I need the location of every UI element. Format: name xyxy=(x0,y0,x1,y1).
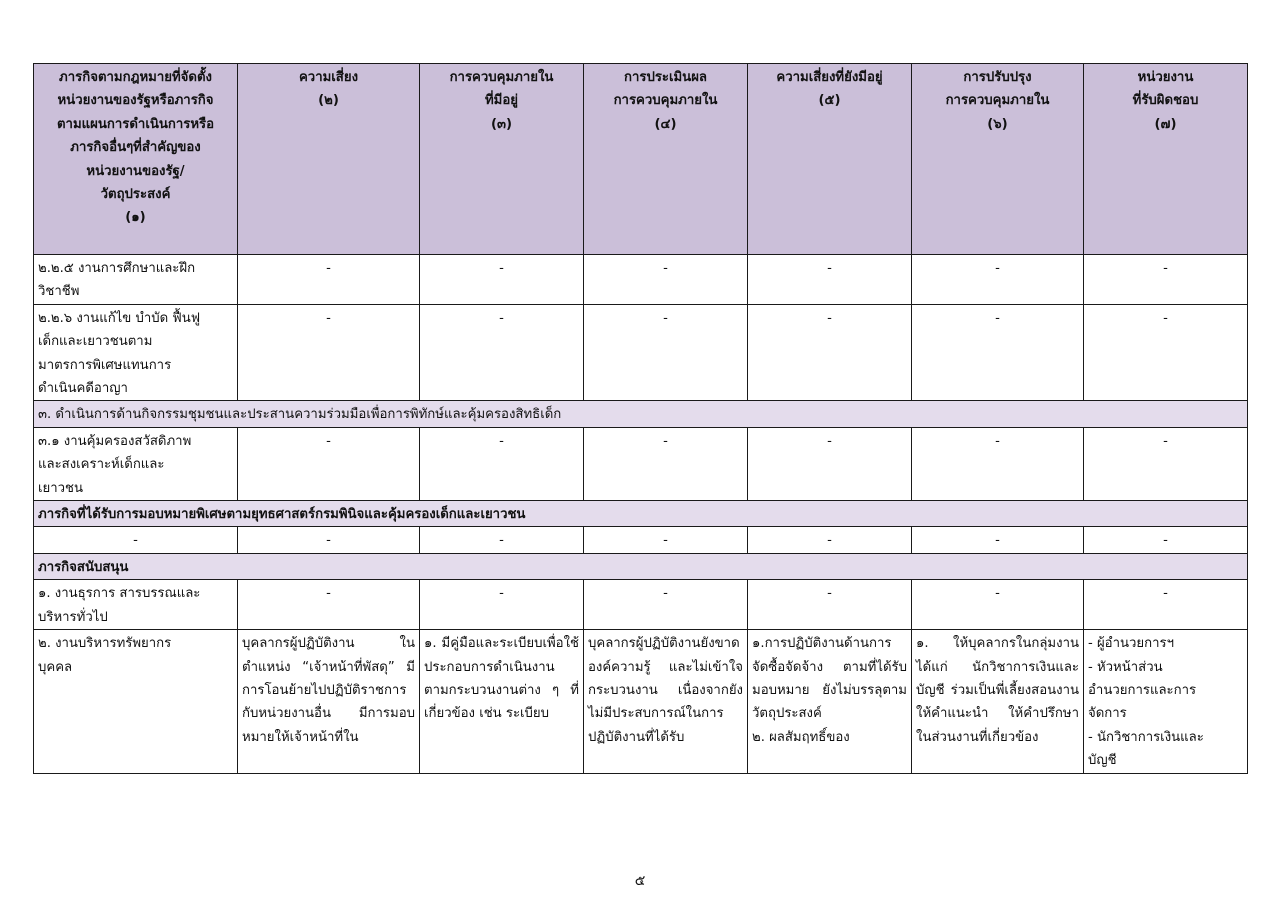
table-cell: - xyxy=(1084,580,1248,630)
table-cell: - xyxy=(912,427,1084,500)
table-cell: - xyxy=(748,255,912,305)
table-cell-responsible-unit: - ผู้อำนวยการฯ - หัวหน้าส่วน อำนวยการและการ จัดการ - นักวิชาการเงินและ บัญชี xyxy=(1084,630,1248,773)
row-label: ๑. งานธุรการ สารบรรณและ บริหารทั่วไป xyxy=(34,580,238,630)
table-cell: - xyxy=(420,304,584,401)
table-cell: - xyxy=(238,304,420,401)
section-heading: ๓. ดำเนินการด้านกิจกรรมชุมชนและประสานความร่วมมือเพื่อการพิทักษ์และคุ้มครองสิทธิเด็ก xyxy=(34,401,1248,427)
row-label: ๒.๒.๕ งานการศึกษาและฝึก วิชาชีพ xyxy=(34,255,238,305)
table-cell: - xyxy=(584,427,748,500)
header-risk: ความเสี่ยง (๒) xyxy=(238,64,420,255)
table-cell-control-improvement: ๑. ให้บุคลากรในกลุ่มงาน ได้แก่ นักวิชาการเงินและบัญชี ร่วมเป็นพี่เลี้ยงสอนงาน ให้คำแนะนำ ให้คำปรึกษา ในส่วนงานที่เกี่ยวข้อง xyxy=(912,630,1084,773)
table-cell: - xyxy=(584,304,748,401)
row-label: ๒.๒.๖ งานแก้ไข บำบัด ฟื้นฟู เด็กและเยาวชนตาม มาตรการพิเศษแทนการ ดำเนินคดีอาญา xyxy=(34,304,238,401)
row-label: ๒. งานบริหารทรัพยากร บุคคล xyxy=(34,630,238,773)
table-cell: - xyxy=(584,527,748,553)
table-cell: - xyxy=(420,527,584,553)
section-row xyxy=(34,501,1248,527)
table-row xyxy=(34,527,1248,553)
table-row xyxy=(34,580,1248,630)
header-existing-control: การควบคุมภายใน ที่มีอยู่ (๓) xyxy=(420,64,584,255)
table-cell: - xyxy=(1084,527,1248,553)
table-cell-remaining-risk: ๑.การปฏิบัติงานด้านการจัดซื้อจัดจ้าง ตามที่ได้รับมอบหมาย ยังไม่บรรลุตามวัตถุประสงค์ ๒. ผลสัมฤทธิ์ของ xyxy=(748,630,912,773)
table-cell: - xyxy=(238,527,420,553)
header-control-evaluation: การประเมินผล การควบคุมภายใน (๔) xyxy=(584,64,748,255)
table-cell: - xyxy=(34,527,238,553)
table-row xyxy=(34,630,1248,773)
risk-assessment-table xyxy=(33,63,1248,774)
table-cell: - xyxy=(748,580,912,630)
table-cell: - xyxy=(420,427,584,500)
header-row xyxy=(34,64,1248,255)
table-cell-existing-control: ๑. มีคู่มือและระเบียบเพื่อใช้ประกอบการดำเนินงาน ตามกระบวนงานต่าง ๆ ที่เกี่ยวข้อง เช่น ระเบียบ xyxy=(420,630,584,773)
section-row xyxy=(34,401,1248,427)
table-cell: - xyxy=(748,427,912,500)
table-cell: - xyxy=(1084,255,1248,305)
table-cell: - xyxy=(238,255,420,305)
table-cell: - xyxy=(1084,304,1248,401)
table-cell: - xyxy=(912,304,1084,401)
table-cell: - xyxy=(584,255,748,305)
section-heading: ภารกิจที่ได้รับการมอบหมายพิเศษตามยุทธศาสตร์กรมพินิจและคุ้มครองเด็กและเยาวชน xyxy=(34,501,1248,527)
table-row xyxy=(34,427,1248,500)
section-row xyxy=(34,553,1248,579)
page-number: ๕ xyxy=(634,873,646,889)
table-cell-risk: บุคลากรผู้ปฏิบัติงาน ในตำแหน่ง “เจ้าหน้าที่พัสดุ” มีการโอนย้ายไปปฏิบัติราชการกับหน่วยงานอื่น มีการมอบหมายให้เจ้าหน้าที่ใน xyxy=(238,630,420,773)
table-cell: - xyxy=(420,580,584,630)
header-responsible-unit: หน่วยงาน ที่รับผิดชอบ (๗) xyxy=(1084,64,1248,255)
header-mission: ภารกิจตามกฎหมายที่จัดตั้ง หน่วยงานของรัฐหรือภารกิจ ตามแผนการดำเนินการหรือ ภารกิจอื่นๆที่สำคัญของ หน่วยงานของรัฐ/ วัตถุประสงค์ (๑) xyxy=(34,64,238,255)
table-cell-control-evaluation: บุคลากรผู้ปฏิบัติงานยังขาดองค์ความรู้ และไม่เข้าใจกระบวนงาน เนื่องจากยังไม่มีประสบการณ์ในการปฏิบัติงานที่ได้รับ xyxy=(584,630,748,773)
table-cell: - xyxy=(238,427,420,500)
table-cell: - xyxy=(912,580,1084,630)
header-control-improvement: การปรับปรุง การควบคุมภายใน (๖) xyxy=(912,64,1084,255)
table-cell: - xyxy=(748,527,912,553)
section-heading: ภารกิจสนับสนุน xyxy=(34,553,1248,579)
table-row xyxy=(34,255,1248,305)
row-label: ๓.๑ งานคุ้มครองสวัสดิภาพ และสงเคราะห์เด็กและ เยาวชน xyxy=(34,427,238,500)
table-cell: - xyxy=(912,255,1084,305)
table-cell: - xyxy=(748,304,912,401)
header-remaining-risk: ความเสี่ยงที่ยังมีอยู่ (๕) xyxy=(748,64,912,255)
table-cell: - xyxy=(584,580,748,630)
table-cell: - xyxy=(912,527,1084,553)
table-row xyxy=(34,304,1248,401)
table-cell: - xyxy=(1084,427,1248,500)
table-cell: - xyxy=(238,580,420,630)
table-cell: - xyxy=(420,255,584,305)
